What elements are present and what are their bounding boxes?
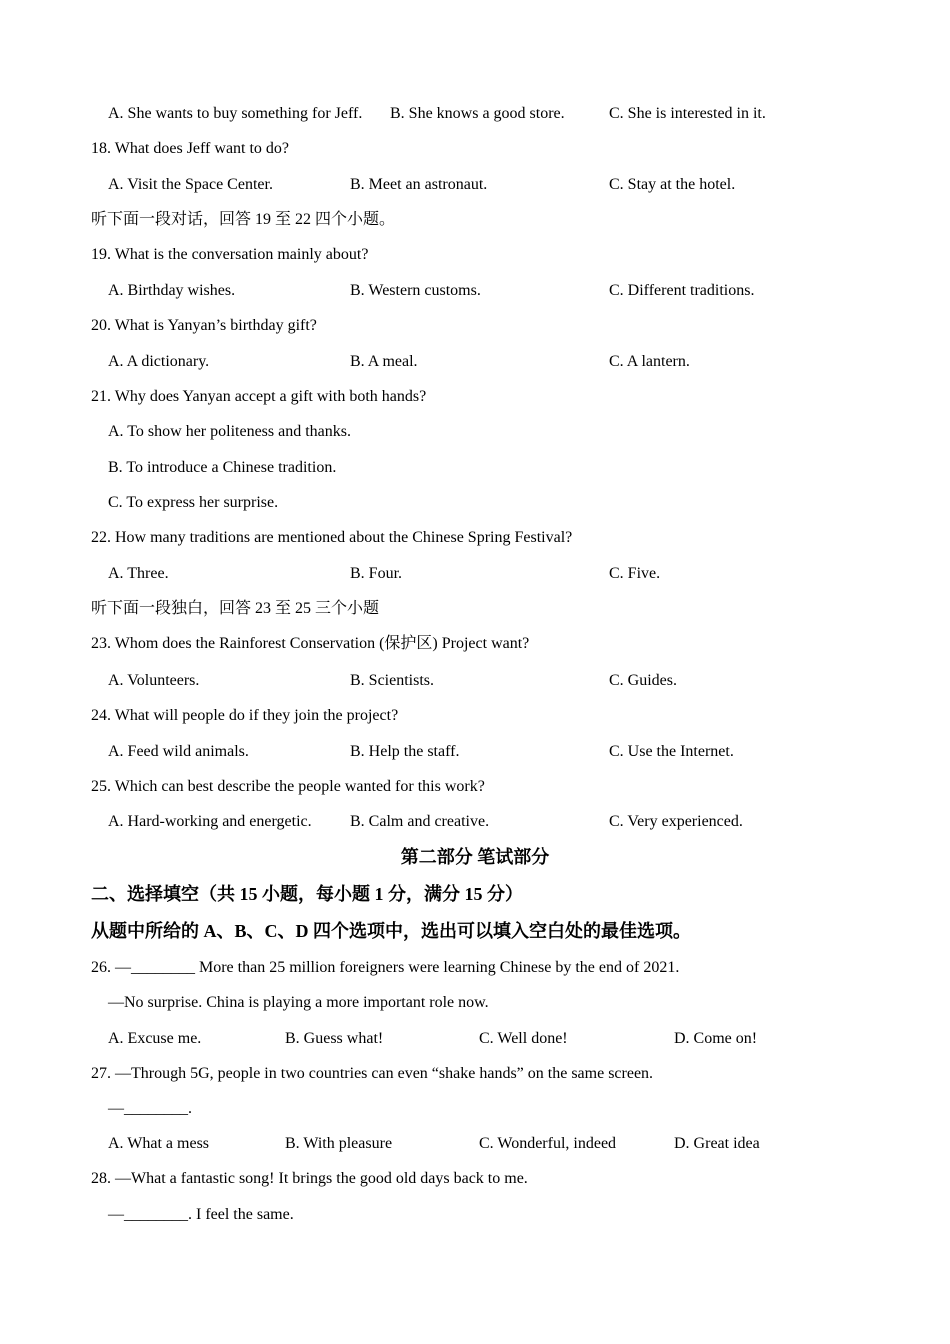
q19-option-b: B. Western customs. xyxy=(350,282,481,299)
q20-option-b: B. A meal. xyxy=(350,353,418,370)
q18-option-b: B. Meet an astronaut. xyxy=(350,176,488,193)
q27-line2: —________. xyxy=(108,1100,192,1117)
q21-option-c: C. To express her surprise. xyxy=(108,494,279,511)
q22-option-a: A. Three. xyxy=(108,565,169,582)
q27-option-c: C. Wonderful, indeed xyxy=(479,1135,617,1152)
q25-option-b: B. Calm and creative. xyxy=(350,813,490,830)
q28-line1: 28. —What a fantastic song! It brings the good old days back to me. xyxy=(91,1170,528,1187)
q21-option-b: B. To introduce a Chinese tradition. xyxy=(108,459,337,476)
q24-option-a: A. Feed wild animals. xyxy=(108,743,249,760)
q27-option-d: D. Great idea xyxy=(674,1135,760,1152)
q22-option-b: B. Four. xyxy=(350,565,403,582)
q21-option-a: A. To show her politeness and thanks. xyxy=(108,423,351,440)
q25-option-c: C. Very experienced. xyxy=(609,813,743,830)
q25-option-a: A. Hard-working and energetic. xyxy=(108,813,312,830)
q26-option-c: C. Well done! xyxy=(479,1030,568,1047)
q24-option-b: B. Help the staff. xyxy=(350,743,460,760)
q23-option-b: B. Scientists. xyxy=(350,672,435,689)
q27-line1: 27. —Through 5G, people in two countries can even “shake hands” on the same screen. xyxy=(91,1065,654,1082)
q24-option-c: C. Use the Internet. xyxy=(609,743,734,760)
section2-instruction: 从题中所给的 A、B、C、D 四个选项中，选出可以填入空白处的最佳选项。 xyxy=(91,921,691,941)
part2-title: 第二部分 笔试部分 xyxy=(400,847,550,867)
q22-option-c: C. Five. xyxy=(609,565,661,582)
section2-title: 二、选择填空（共 15 小题，每小题 1 分，满分 15 分） xyxy=(91,884,523,904)
section-instruction-23-25: 听下面一段独白，回答 23 至 25 三个小题 xyxy=(91,600,380,617)
q27-option-a: A. What a mess xyxy=(108,1135,210,1152)
q21-question: 21. Why does Yanyan accept a gift with both hands? xyxy=(91,388,427,405)
q17-option-a: A. She wants to buy something for Jeff. xyxy=(108,105,363,122)
q27-option-b: B. With pleasure xyxy=(285,1135,393,1152)
q26-line2: —No surprise. China is playing a more important role now. xyxy=(108,994,489,1011)
q19-option-a: A. Birthday wishes. xyxy=(108,282,236,299)
section-instruction-19-22: 听下面一段对话，回答 19 至 22 四个小题。 xyxy=(91,211,396,228)
q22-question: 22. How many traditions are mentioned about the Chinese Spring Festival? xyxy=(91,529,573,546)
q20-option-a: A. A dictionary. xyxy=(108,353,210,370)
q18-option-c: C. Stay at the hotel. xyxy=(609,176,736,193)
q26-option-b: B. Guess what! xyxy=(285,1030,384,1047)
q24-question: 24. What will people do if they join the project? xyxy=(91,707,399,724)
q20-question: 20. What is Yanyan’s birthday gift? xyxy=(91,317,317,334)
q26-line1: 26. —________ More than 25 million foreigners were learning Chinese by the end of 2021. xyxy=(91,959,680,976)
q26-option-d: D. Come on! xyxy=(674,1030,758,1047)
q28-line2: —________. I feel the same. xyxy=(108,1206,294,1223)
q18-question: 18. What does Jeff want to do? xyxy=(91,140,290,157)
q17-option-c: C. She is interested in it. xyxy=(609,105,766,122)
q25-question: 25. Which can best describe the people wanted for this work? xyxy=(91,778,485,795)
q23-option-c: C. Guides. xyxy=(609,672,677,689)
q19-option-c: C. Different traditions. xyxy=(609,282,755,299)
q19-question: 19. What is the conversation mainly about? xyxy=(91,246,369,263)
q23-question: 23. Whom does the Rainforest Conservation (保护区) Project want? xyxy=(91,635,530,652)
q17-option-b: B. She knows a good store. xyxy=(390,105,565,122)
q26-option-a: A. Excuse me. xyxy=(108,1030,202,1047)
q18-option-a: A. Visit the Space Center. xyxy=(108,176,273,193)
q20-option-c: C. A lantern. xyxy=(609,353,690,370)
q23-option-a: A. Volunteers. xyxy=(108,672,200,689)
